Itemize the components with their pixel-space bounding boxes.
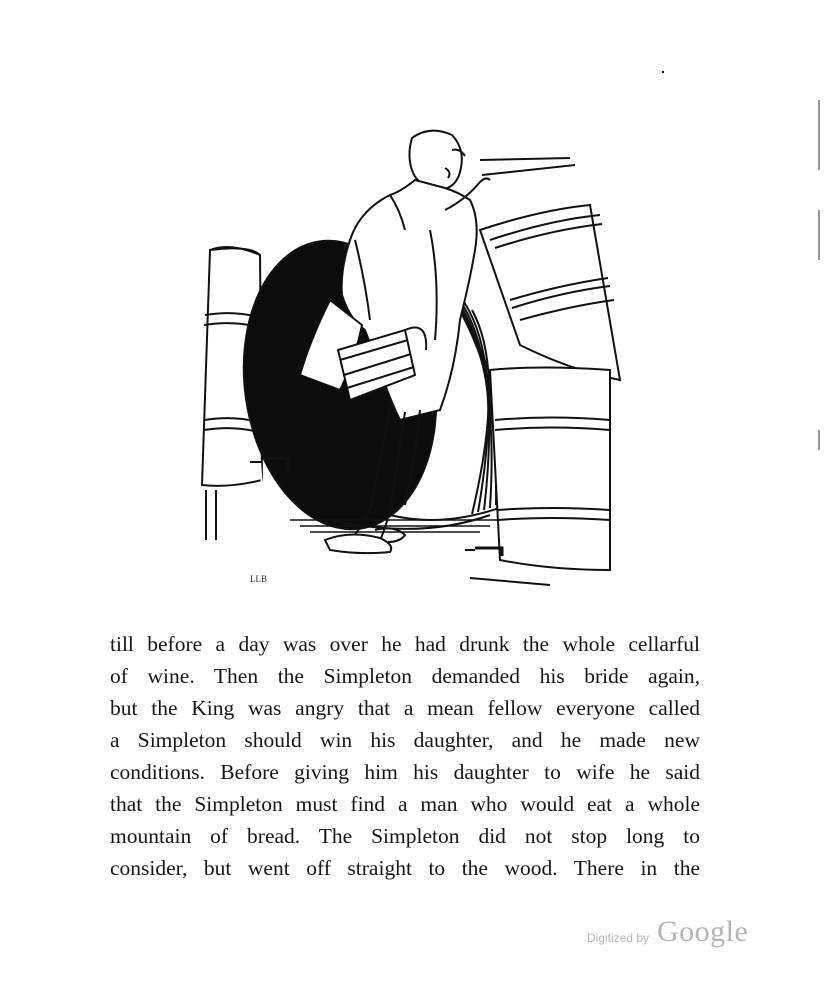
scan-edge-mark	[818, 100, 820, 170]
text-line: conditions. Before giving him his daughter to wife he said	[110, 760, 700, 784]
text-line: consider, but went off straight to the wood. There in the	[110, 856, 700, 880]
scan-edge-mark	[818, 430, 820, 450]
illustrator-monogram: LLB	[250, 574, 267, 584]
scan-speck	[662, 71, 664, 73]
digitized-watermark	[587, 915, 767, 955]
scan-edge-mark	[818, 210, 820, 260]
text-line: mountain of bread. The Simpleton did not stop long to	[110, 824, 700, 848]
google-logo: Google	[657, 915, 749, 948]
watermark-prefix: Digitized by	[587, 931, 650, 945]
cellar-illustration	[190, 120, 630, 600]
body-text	[110, 628, 700, 884]
text-line: a Simpleton should win his daughter, and he made new	[110, 728, 700, 752]
text-line: but the King was angry that a mean fellow everyone called	[110, 696, 700, 720]
text-line: of wine. Then the Simpleton demanded his bride again,	[110, 664, 700, 688]
text-line: till before a day was over he had drunk the whole cellarful	[110, 632, 700, 656]
text-line: that the Simpleton must find a man who would eat a whole	[110, 792, 700, 816]
